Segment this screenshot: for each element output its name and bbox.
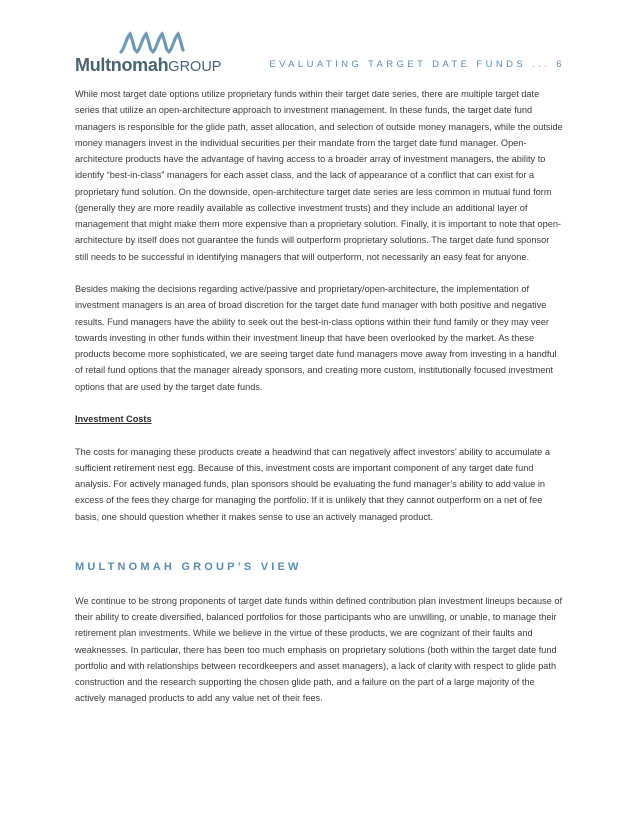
logo-wordmark — [75, 55, 221, 77]
document-body — [75, 86, 565, 723]
subheading-investment-costs: Investment Costs — [75, 414, 152, 424]
paragraph-view: We continue to be strong proponents of target date funds within defined contribution plan investment lineups because of their ability to create diversified, balanced portfolios for those participants who are unwilling, or unable, to manage their retirement plan investments. While we believe in the virtue of these products, we are cognizant of their faults and weaknesses. In particular, there has been too much emphasis on proprietary solutions (both within the target date fund portfolio and with relationships between recordkeepers and asset managers), a lack of clarity with respect to glide path construction and the research supporting the chosen glide path, and a failure on the part of a large majority of the actively managed products to add any value net of their fees. — [75, 595, 563, 704]
company-logo — [75, 30, 225, 78]
logo-waves-icon — [117, 30, 187, 56]
logo-name-thin: GROUP — [168, 59, 222, 75]
logo-name-bold: Multnomah — [75, 55, 169, 75]
paragraph-implementation: Besides making the decisions regarding active/passive and proprietary/open-architecture, the implementation of investment managers is an area of broad discretion for the target date fund manager with both positive and negative results. Fund managers have the ability to seek out the best-in-class options within their fund family or they may veer towards investing in other funds within their investment lineup that have been overlooked by the market. As these products become more sophisticated, we are seeing target date fund managers move away from investing in a handful of retail fund options that the manager already sponsors, and creating more custom, institutionally focused investment options that are used by the target date funds. — [75, 284, 557, 392]
paragraph-investment-costs: The costs for managing these products create a headwind that can negatively affect investors’ ability to accumulate a sufficient retirement nest egg. Because of this, investment costs are important component of any target date fund analysis. For actively managed funds, plan sponsors should be evaluating the fund manager’s ability to add value in excess of the fees they charge for managing the portfolio. If it is unlikely that they cannot outperform on a net of fee basis, one should question whether it makes sense to use an actively managed product. — [75, 446, 550, 522]
paragraph-open-architecture: While most target date options utilize proprietary funds within their target date series, there are multiple target date series that utilize an open-architecture approach to investment management. In these funds, the target date fund managers is responsible for the glide path, asset allocation, and selection of outside money managers, while the outside money managers invest in the individual securities per their mandate from the target date fund manager. Open-architecture products have the advantage of having access to a broader array of investment managers, the ability to identify “best-in-class” managers for each asset class, and the lack of appearance of a conflict that can exist for a proprietary fund solution. On the downside, open-architecture target date series are less common in mutual fund form (generally they are more readily available as collective investment trusts) and they include an additional layer of management that might make them more expensive than a proprietary solution. Finally, it is important to note that open-architecture by itself does not guarantee the funds will outperform proprietary solutions. The target date fund sponsor still needs to be successful in identifying managers that will outperform, not necessarily an easy feat for anyone. — [75, 89, 563, 262]
running-head: EVALUATING TARGET DATE FUNDS ... 6 — [269, 59, 565, 70]
section-heading-view: MULTNOMAH GROUP’S VIEW — [75, 560, 302, 573]
page-header — [75, 30, 565, 78]
